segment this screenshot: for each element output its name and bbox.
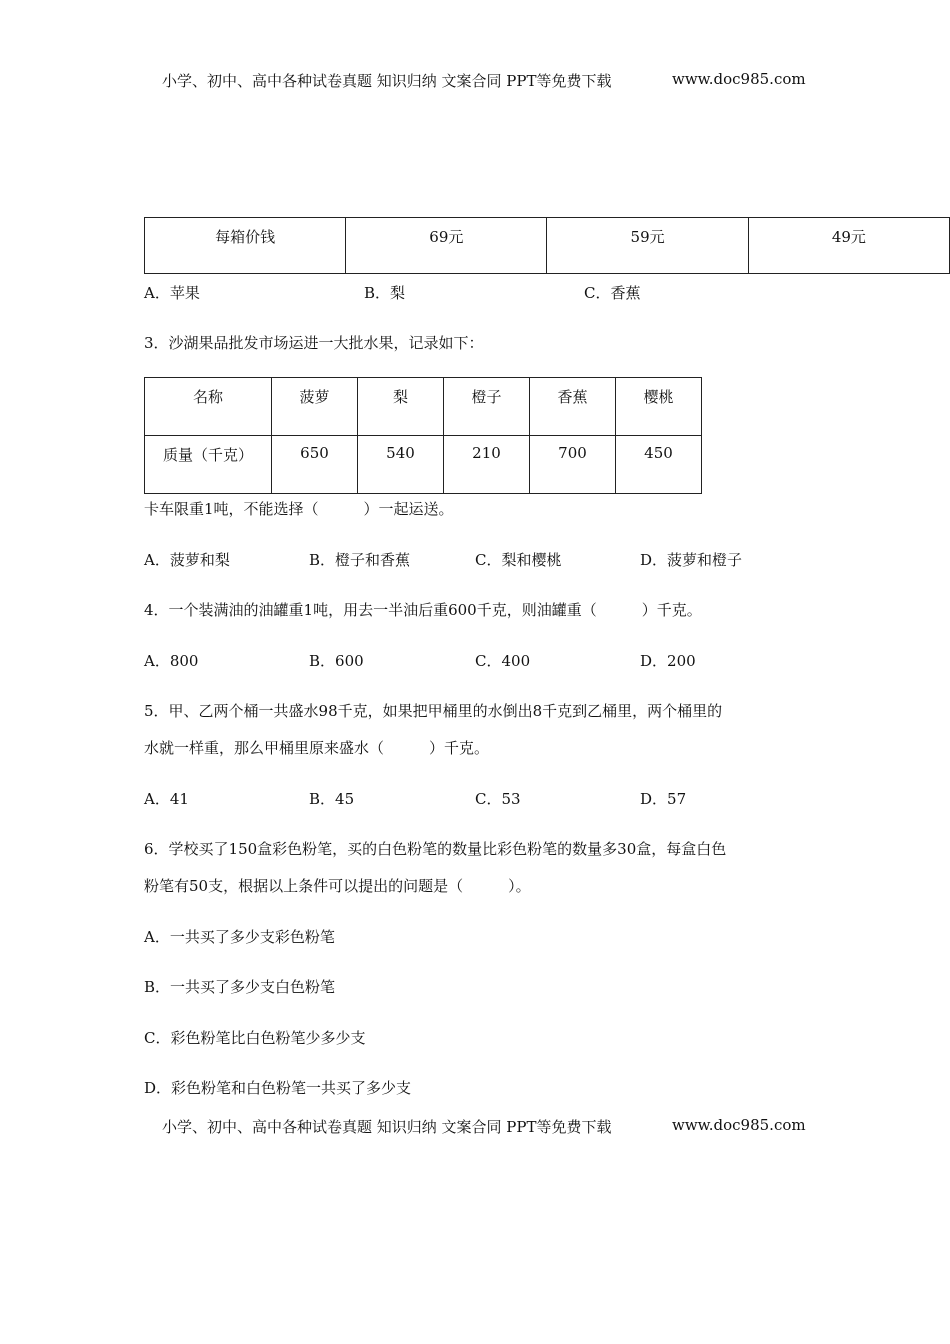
data-cell: 700	[530, 436, 616, 494]
header-cell: 樱桃	[616, 378, 702, 436]
fruit-table	[144, 377, 702, 494]
option-b: B．橙子和香蕉	[309, 551, 411, 569]
option-d: D．菠萝和橙子	[640, 551, 743, 569]
header-cell: 橙子	[444, 378, 530, 436]
price-label-cell: 每箱价钱	[145, 218, 346, 274]
option-a: A．41	[144, 790, 189, 808]
header-cell: 梨	[358, 378, 444, 436]
data-cell: 540	[358, 436, 444, 494]
option-b: B．45	[309, 790, 355, 808]
header-cell: 菠萝	[272, 378, 358, 436]
option-a: A．800	[144, 652, 199, 670]
price-cell: 69元	[346, 218, 547, 274]
q6-option-d: D．彩色粉笔和白色粉笔一共买了多少支	[144, 1079, 412, 1097]
q6-line2: 粉笔有50支，根据以上条件可以提出的问题是（ ）。	[144, 877, 531, 895]
option-d: D．57	[640, 790, 687, 808]
data-cell: 450	[616, 436, 702, 494]
option-d: D．200	[640, 652, 696, 670]
q6-option-c: C．彩色粉笔比白色粉笔少多少支	[144, 1029, 366, 1047]
option-c: C．53	[475, 790, 521, 808]
header-text: 小学、初中、高中各种试卷真题 知识归纳 文案合同 PPT等免费下载	[162, 72, 612, 90]
option-b: B．600	[309, 652, 364, 670]
table-row	[145, 218, 950, 274]
q6-option-b: B．一共买了多少支白色粉笔	[144, 978, 336, 996]
option-b: B．梨	[364, 284, 406, 302]
page-footer	[162, 1116, 806, 1137]
footer-text: 小学、初中、高中各种试卷真题 知识归纳 文案合同 PPT等免费下载	[162, 1118, 612, 1136]
option-c: C．梨和樱桃	[475, 551, 562, 569]
header-cell: 香蕉	[530, 378, 616, 436]
q5-line2: 水就一样重，那么甲桶里原来盛水（ ）千克。	[144, 739, 490, 757]
option-c: C．400	[475, 652, 531, 670]
footer-url: www.doc985.com	[672, 1116, 806, 1134]
data-cell: 210	[444, 436, 530, 494]
q6-line1: 6．学校买了150盒彩色粉笔，买的白色粉笔的数量比彩色粉笔的数量多30盒，每盒白色	[144, 840, 727, 858]
option-a: A．菠萝和梨	[144, 551, 230, 569]
q5-line1: 5．甲、乙两个桶一共盛水98千克，如果把甲桶里的水倒出8千克到乙桶里，两个桶里的	[144, 702, 723, 720]
price-table	[144, 217, 950, 274]
data-cell: 650	[272, 436, 358, 494]
data-cell: 质量（千克）	[145, 436, 272, 494]
q3-text2: 卡车限重1吨，不能选择（ ）一起运送。	[144, 500, 454, 518]
page-header	[162, 70, 806, 91]
option-a: A．苹果	[144, 284, 200, 302]
header-cell: 名称	[145, 378, 272, 436]
table-row	[145, 378, 702, 436]
q4-text: 4．一个装满油的油罐重1吨，用去一半油后重600千克，则油罐重（ ）千克。	[144, 601, 702, 619]
table-row	[145, 436, 702, 494]
option-c: C．香蕉	[584, 284, 641, 302]
price-cell: 49元	[748, 218, 949, 274]
q6-option-a: A．一共买了多少支彩色粉笔	[144, 928, 335, 946]
q3-text: 3．沙湖果品批发市场运进一大批水果，记录如下：	[144, 334, 484, 352]
header-url: www.doc985.com	[672, 70, 806, 88]
price-cell: 59元	[547, 218, 748, 274]
